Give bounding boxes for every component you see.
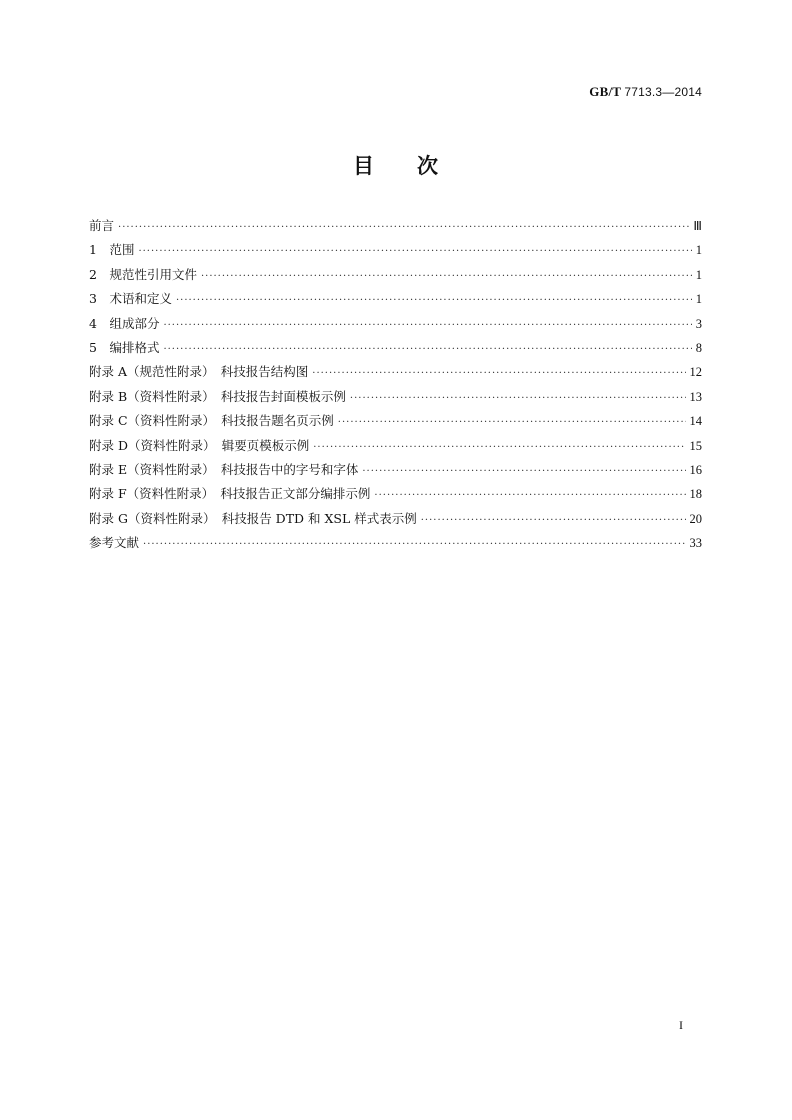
toc-leader-dots xyxy=(362,460,685,484)
toc-leader-dots xyxy=(338,411,686,435)
toc-entry-label: 2 规范性引用文件 xyxy=(89,266,197,282)
standard-code xyxy=(589,84,702,100)
toc-entry-page: 12 xyxy=(689,365,702,380)
toc-entry-label: 附录 G（资料性附录） 科技报告 DTD 和 XSL 样式表示例 xyxy=(89,510,417,526)
toc-entry-page: 1 xyxy=(695,243,702,258)
toc-entry-appendix-a[interactable] xyxy=(89,360,702,384)
toc-leader-dots xyxy=(163,338,691,362)
toc-entry-page: 3 xyxy=(695,316,702,331)
toc-entry-appendix-f[interactable] xyxy=(89,482,702,506)
toc-entry-normative-references[interactable] xyxy=(89,263,702,287)
toc-entry-label: 前言 xyxy=(89,218,115,233)
toc-entry-appendix-c[interactable] xyxy=(89,409,702,433)
toc-entry-label: 附录 D（资料性附录） 辑要页模板示例 xyxy=(89,437,310,453)
toc-entry-label: 4 组成部分 xyxy=(89,315,160,331)
toc-entry-page: 33 xyxy=(689,536,702,551)
toc-entry-layout-format[interactable] xyxy=(89,336,702,360)
toc-entry-components[interactable] xyxy=(89,312,702,336)
page-title xyxy=(0,150,792,180)
toc-entry-appendix-e[interactable] xyxy=(89,458,702,482)
toc-leader-dots xyxy=(143,533,685,557)
title-char-2: 次 xyxy=(417,153,439,178)
standard-number: 7713.3—2014 xyxy=(624,85,702,99)
toc-leader-dots xyxy=(374,484,685,508)
toc-entry-label: 附录 A（规范性附录） 科技报告结构图 xyxy=(89,364,309,380)
toc-entry-appendix-b[interactable] xyxy=(89,385,702,409)
toc-entry-page: 14 xyxy=(689,414,702,429)
toc-leader-dots xyxy=(312,362,685,386)
toc-leader-dots xyxy=(176,289,692,313)
standard-prefix: GB/T xyxy=(589,84,621,99)
toc-entry-page: 1 xyxy=(695,292,702,307)
toc-entry-scope[interactable] xyxy=(89,238,702,262)
toc-entry-label: 附录 F（资料性附录） 科技报告正文部分编排示例 xyxy=(89,486,371,502)
table-of-contents xyxy=(89,214,702,555)
toc-entry-label: 附录 B（资料性附录） 科技报告封面模板示例 xyxy=(89,388,346,404)
toc-entry-appendix-g[interactable] xyxy=(89,507,702,531)
footer-page-number: I xyxy=(679,1018,683,1032)
toc-entry-references[interactable] xyxy=(89,531,702,555)
toc-leader-dots xyxy=(118,216,689,240)
toc-entry-label: 附录 C（资料性附录） 科技报告题名页示例 xyxy=(89,413,334,429)
toc-entry-label: 5 编排格式 xyxy=(89,339,160,355)
toc-entry-page: 8 xyxy=(695,340,702,355)
toc-entry-label: 参考文献 xyxy=(89,535,140,551)
toc-leader-dots xyxy=(350,387,686,411)
toc-entry-page: 13 xyxy=(689,389,702,404)
toc-entry-page: 18 xyxy=(689,487,702,502)
toc-entry-page: 20 xyxy=(689,511,702,526)
toc-entry-page: Ⅲ xyxy=(693,219,702,233)
toc-leader-dots xyxy=(201,265,692,289)
toc-leader-dots xyxy=(421,509,686,533)
toc-entry-label: 3 术语和定义 xyxy=(89,291,172,307)
toc-entry-terms[interactable] xyxy=(89,287,702,311)
toc-leader-dots xyxy=(313,436,685,460)
toc-entry-label: 1 范围 xyxy=(89,242,135,258)
toc-entry-page: 1 xyxy=(695,267,702,282)
toc-entry-page: 15 xyxy=(689,438,702,453)
toc-entry-appendix-d[interactable] xyxy=(89,434,702,458)
title-char-1: 目 xyxy=(353,153,375,178)
toc-entry-page: 16 xyxy=(689,462,702,477)
toc-entry-label: 附录 E（资料性附录） 科技报告中的字号和字体 xyxy=(89,461,359,477)
toc-leader-dots xyxy=(163,314,691,338)
toc-entry-foreword[interactable] xyxy=(89,214,702,238)
toc-leader-dots xyxy=(138,240,691,264)
